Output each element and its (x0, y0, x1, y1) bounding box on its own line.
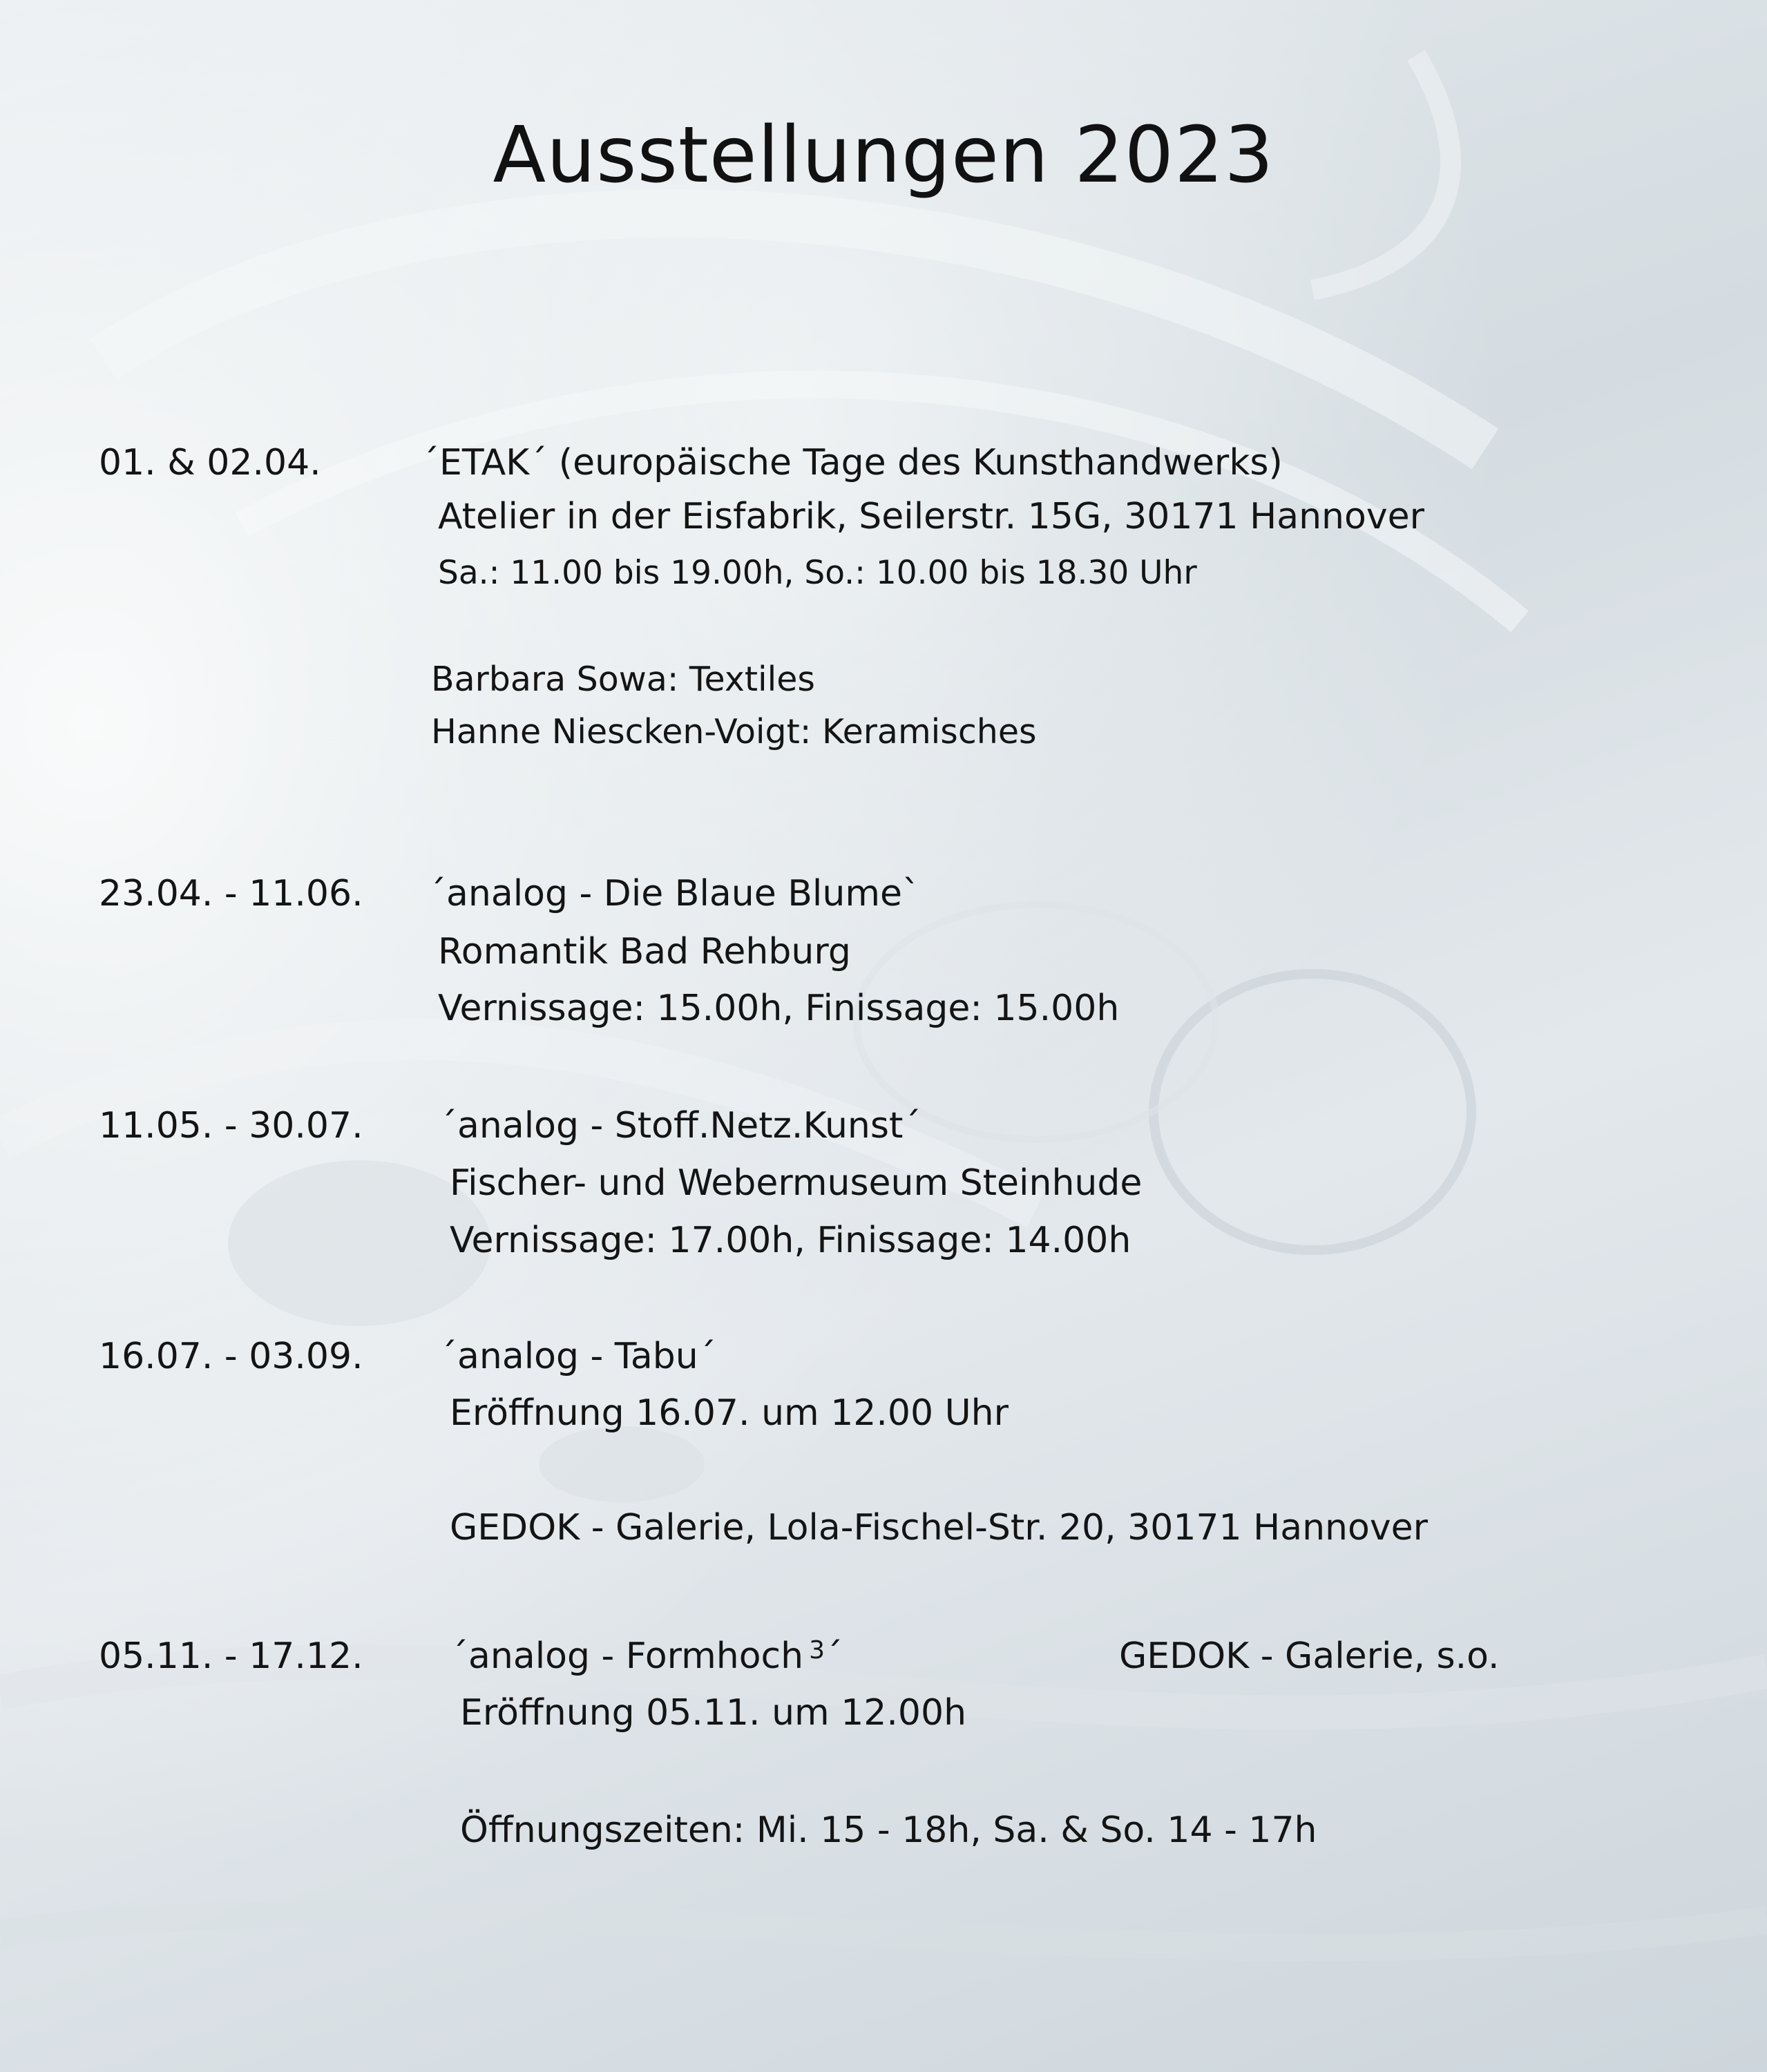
entry-opening: Eröffnung 16.07. um 12.00 Uhr (450, 1392, 1009, 1434)
entry-date: 01. & 02.04. (99, 442, 321, 483)
entry-hours: Sa.: 11.00 bis 19.00h, So.: 10.00 bis 18.30 Uhr (438, 554, 1197, 592)
entry-location: Romantik Bad Rehburg (438, 931, 851, 972)
entry-title-text: ´analog - Formhoch (450, 1635, 804, 1677)
entry-title-superscript: 3 (809, 1636, 825, 1665)
entry-date: 16.07. - 03.09. (99, 1336, 363, 1377)
entry-artist: Barbara Sowa: Textiles (431, 660, 815, 699)
entry-location: Fischer- und Webermuseum Steinhude (450, 1162, 1143, 1204)
entry-title: ´ETAK´ (europäische Tage des Kunsthandwerks) (421, 442, 1283, 483)
entry-title: ´analog - Tabu´ (439, 1336, 716, 1377)
entry-title-end: ´ (825, 1635, 843, 1677)
entry-times: Vernissage: 17.00h, Finissage: 14.00h (450, 1220, 1131, 1261)
entry-date: 23.04. - 11.06. (99, 873, 363, 914)
entry-title: ´analog - Stoff.Netz.Kunst´ (439, 1105, 921, 1147)
page-title: Ausstellungen 2023 (493, 111, 1274, 200)
entry-venue: GEDOK - Galerie, Lola-Fischel-Str. 20, 30171 Hannover (450, 1507, 1428, 1548)
entry-opening: Eröffnung 05.11. um 12.00h (460, 1692, 967, 1734)
entry-opening-hours: Öffnungszeiten: Mi. 15 - 18h, Sa. & So. 14 - 17h (460, 1810, 1317, 1851)
entry-venue: GEDOK - Galerie, s.o. (1119, 1635, 1500, 1677)
entry-title: ´analog - Die Blaue Blume` (428, 873, 920, 914)
entry-artist: Hanne Niescken-Voigt: Keramisches (431, 712, 1037, 751)
entry-title (450, 1635, 843, 1677)
entry-times: Vernissage: 15.00h, Finissage: 15.00h (438, 988, 1120, 1029)
entry-date: 05.11. - 17.12. (99, 1635, 363, 1677)
entry-location: Atelier in der Eisfabrik, Seilerstr. 15G, 30171 Hannover (438, 496, 1424, 537)
entry-date: 11.05. - 30.07. (99, 1105, 363, 1147)
